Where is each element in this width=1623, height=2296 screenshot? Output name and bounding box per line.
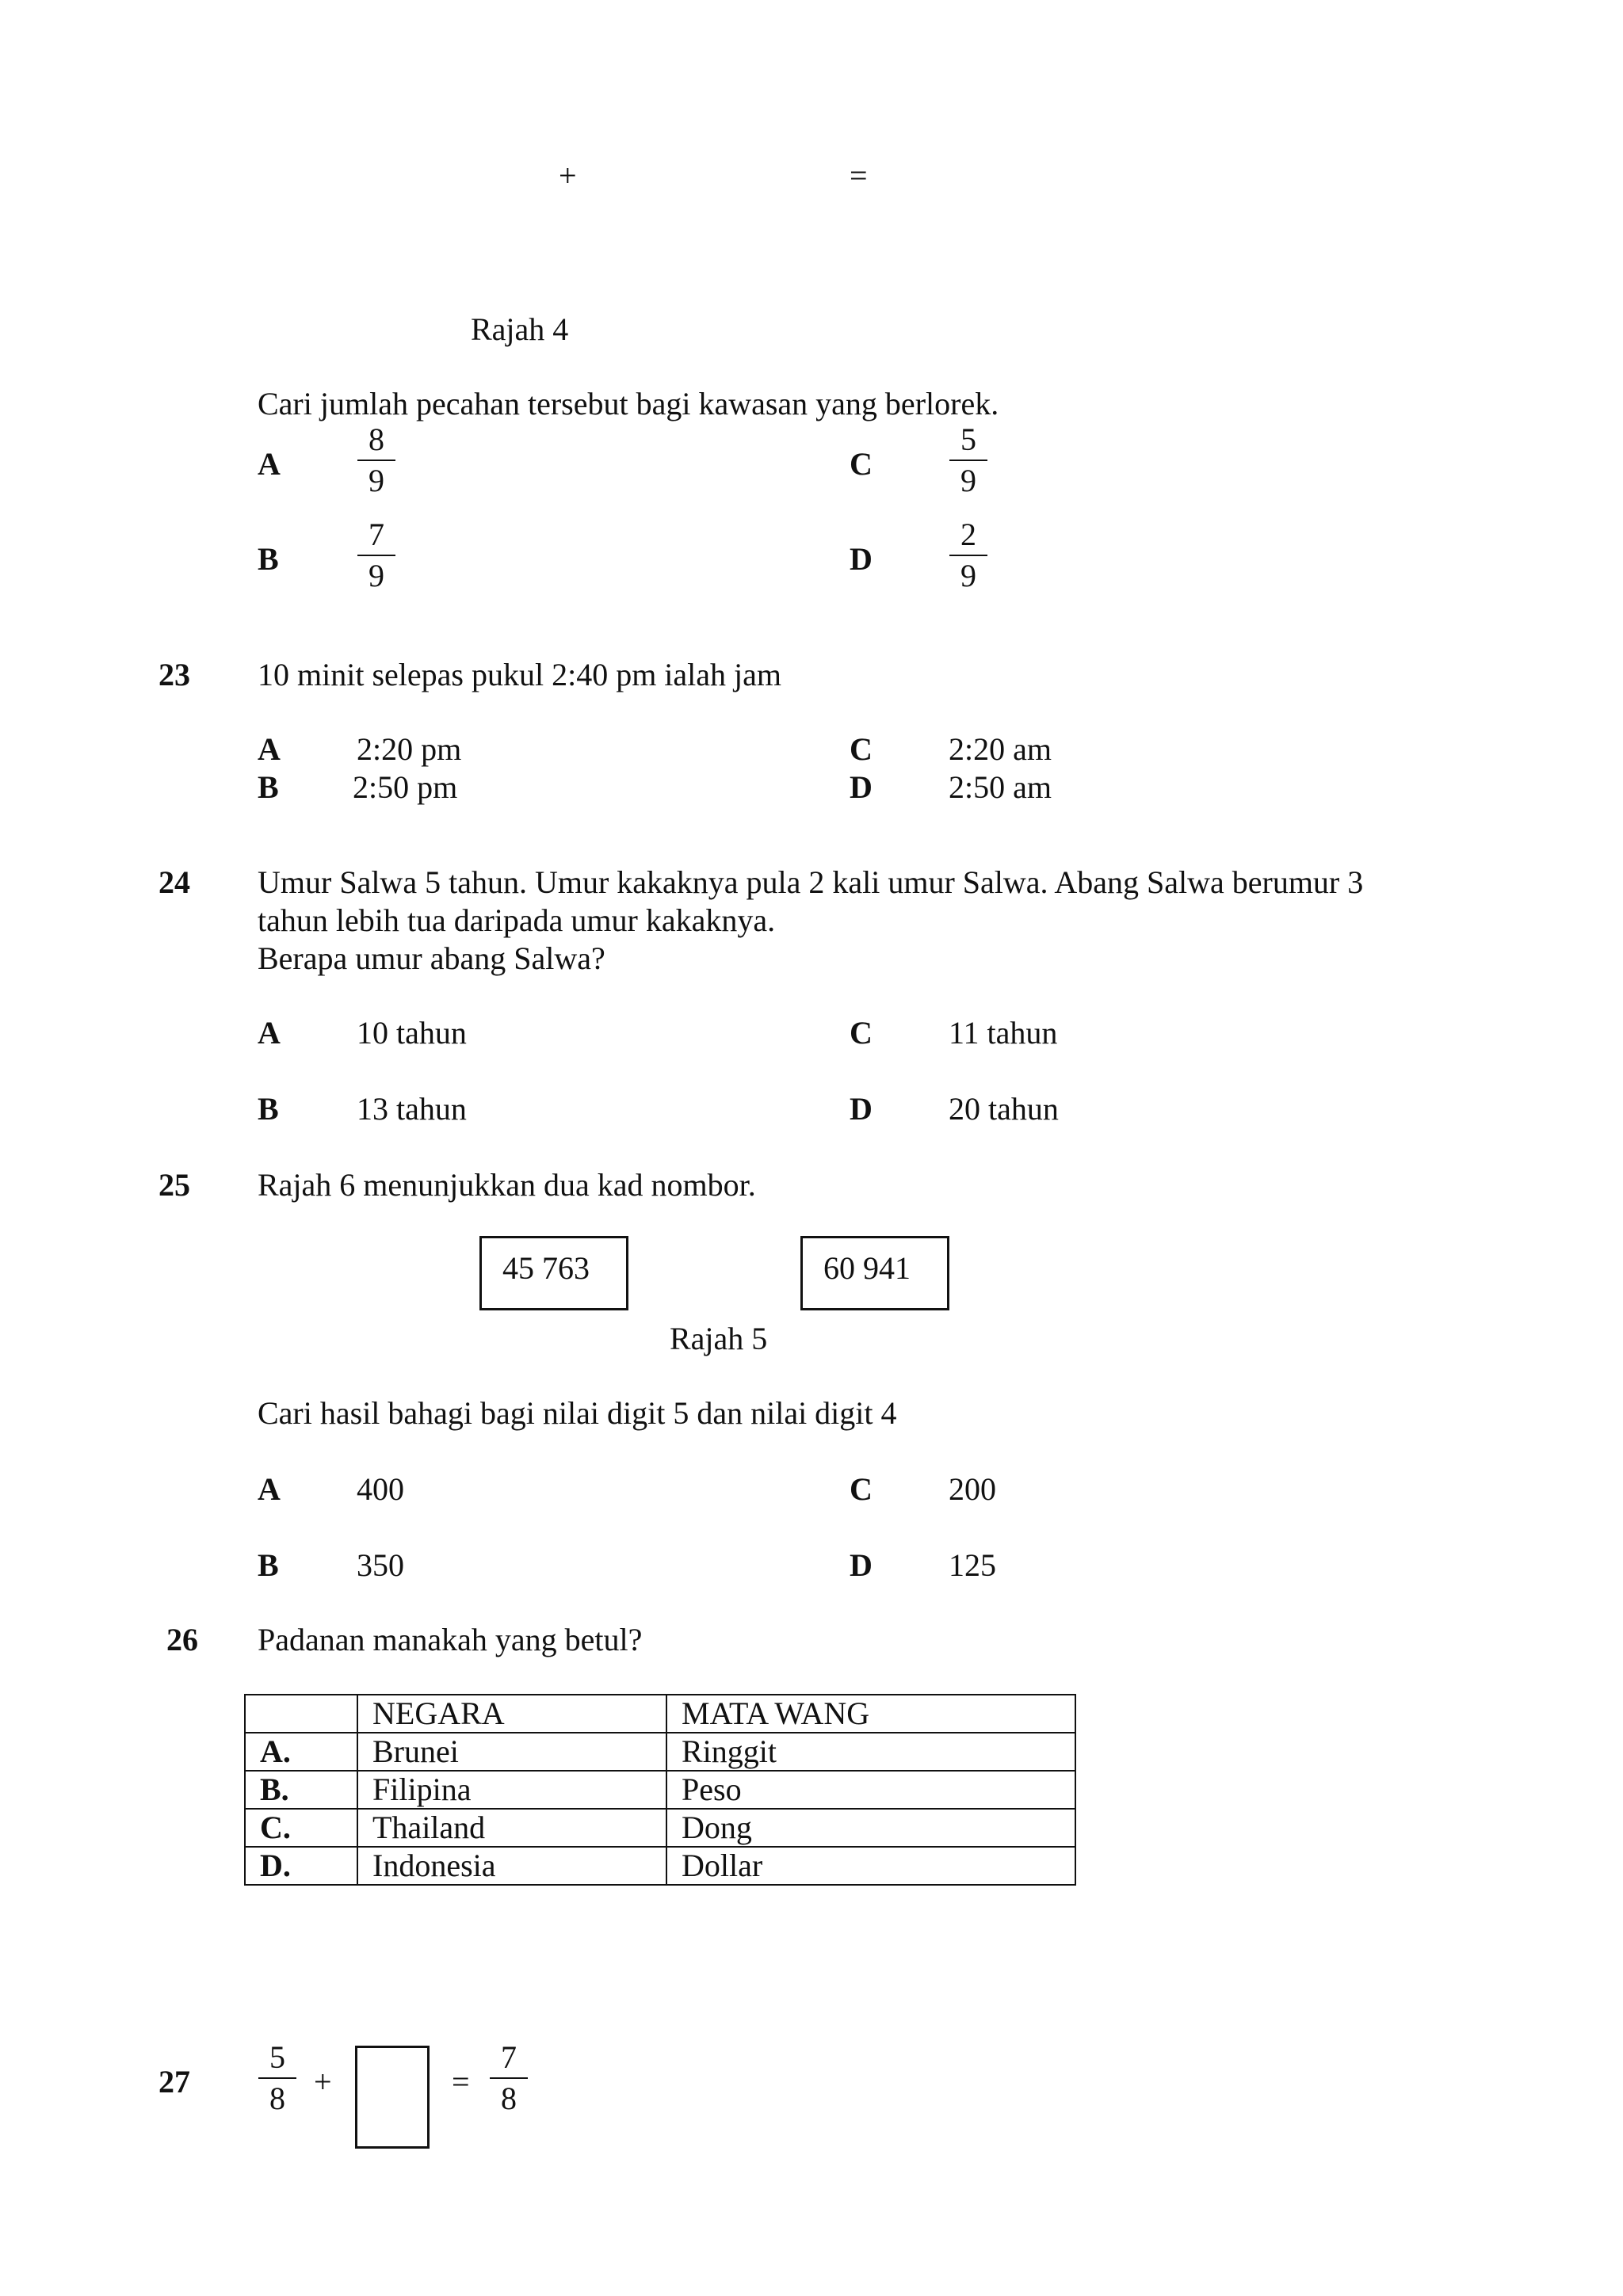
table-cell-country: Brunei [357,1733,666,1771]
q22-option-d-letter: D [850,541,873,577]
q22-option-c-fraction: 5 9 [945,421,992,499]
number-card-value: 45 763 [502,1250,590,1286]
figure-caption-rajah-5: Rajah 5 [670,1321,768,1356]
q24-option-c-text: 11 tahun [949,1015,1058,1051]
q22-option-a-letter: A [258,446,281,482]
table-cell-currency: Ringgit [666,1733,1075,1771]
q25-option-b-letter: B [258,1547,279,1583]
q24-line-3: Berapa umur abang Salwa? [258,940,605,976]
table-cell-currency: Peso [666,1771,1075,1809]
q27-plus-sign: + [314,2064,332,2100]
q25-option-c-letter: C [850,1471,873,1507]
table-cell-option: A. [245,1733,357,1771]
q24-option-b-letter: B [258,1091,279,1127]
table-cell-option: B. [245,1771,357,1809]
q23-option-b-letter: B [258,769,279,805]
q22-option-d-fraction: 2 9 [945,517,992,594]
q25-number: 25 [158,1167,190,1203]
q26-prompt: Padanan manakah yang betul? [258,1622,643,1657]
q22-option-b-fraction: 7 9 [353,517,400,594]
q24-number: 24 [158,864,190,900]
q23-option-d-text: 2:50 am [949,769,1052,805]
q22-prompt: Cari jumlah pecahan tersebut bagi kawasan yang berlorek. [258,386,999,421]
q24-option-a-text: 10 tahun [357,1015,467,1051]
q23-option-b-text: 2:50 pm [353,769,458,805]
table-row [245,1847,1075,1885]
q25-option-a-letter: A [258,1471,281,1507]
q27-lhs-fraction: 5 8 [254,2039,301,2117]
q24-option-c-letter: C [850,1015,873,1051]
number-card-value: 60 941 [823,1250,911,1286]
q22-option-b-letter: B [258,541,279,577]
table-cell-country: Filipina [357,1771,666,1809]
q25-prompt: Rajah 6 menunjukkan dua kad nombor. [258,1167,756,1203]
q24-line-2: tahun lebih tua daripada umur kakaknya. [258,902,776,938]
number-card [800,1236,949,1310]
number-card [479,1236,628,1310]
q25-option-c-text: 200 [949,1471,996,1507]
q23-option-c-letter: C [850,731,873,767]
q23-option-d-letter: D [850,769,873,805]
table-cell-currency: Dong [666,1809,1075,1847]
q23-option-a-text: 2:20 pm [357,731,462,767]
q25-option-d-letter: D [850,1547,873,1583]
q26-number: 26 [166,1622,198,1657]
table-header-row [245,1695,1075,1733]
q25-option-a-text: 400 [357,1471,404,1507]
q24-option-d-text: 20 tahun [949,1091,1059,1127]
answer-blank-box [355,2046,430,2149]
q24-option-b-text: 13 tahun [357,1091,467,1127]
q24-option-a-letter: A [258,1015,281,1051]
table-header-cell [245,1695,357,1733]
q25-option-d-text: 125 [949,1547,996,1583]
table-row [245,1809,1075,1847]
q25-option-b-text: 350 [357,1547,404,1583]
figure-caption-rajah-4: Rajah 4 [471,311,569,347]
table-cell-country: Indonesia [357,1847,666,1885]
q23-prompt: 10 minit selepas pukul 2:40 pm ialah jam [258,657,782,692]
table-header-mata-wang: MATA WANG [666,1695,1075,1733]
equals-sign: = [850,158,868,193]
q24-line-1: Umur Salwa 5 tahun. Umur kakaknya pula 2 kali umur Salwa. Abang Salwa berumur 3 [258,864,1364,900]
q27-rhs-fraction: 7 8 [485,2039,533,2117]
q25-question: Cari hasil bahagi bagi nilai digit 5 dan nilai digit 4 [258,1395,897,1431]
q22-option-c-letter: C [850,446,873,482]
q23-option-a-letter: A [258,731,281,767]
table-header-negara: NEGARA [357,1695,666,1733]
plus-sign: + [559,158,577,193]
table-cell-currency: Dollar [666,1847,1075,1885]
q22-option-a-fraction: 8 9 [353,421,400,499]
q23-option-c-text: 2:20 am [949,731,1052,767]
currency-matching-table [244,1694,1076,1886]
table-cell-option: D. [245,1847,357,1885]
q23-number: 23 [158,657,190,692]
table-row [245,1771,1075,1809]
table-cell-country: Thailand [357,1809,666,1847]
q24-option-d-letter: D [850,1091,873,1127]
table-cell-option: C. [245,1809,357,1847]
table-row [245,1733,1075,1771]
q27-equals-sign: = [452,2064,470,2100]
q27-number: 27 [158,2064,190,2100]
